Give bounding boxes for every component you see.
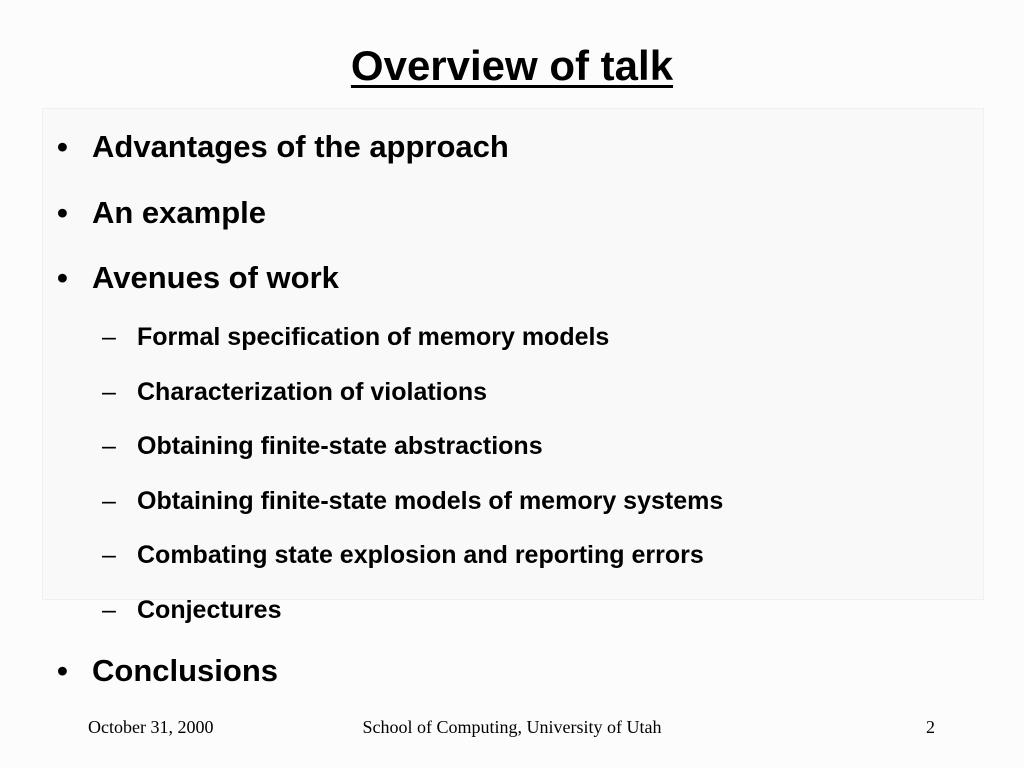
dash-marker: –: [102, 541, 116, 569]
dash-marker: –: [102, 487, 116, 515]
dash-marker: –: [102, 323, 116, 351]
bullet-marker: •: [57, 129, 68, 164]
sub-bullet-text: Obtaining finite-state models of memory systems: [137, 487, 724, 515]
dash-marker: –: [102, 378, 116, 406]
dash-marker: –: [102, 596, 116, 624]
footer-organization: School of Computing, University of Utah: [362, 717, 662, 737]
bullet-text: An example: [92, 195, 267, 230]
slide-title-text: Overview of talk: [350, 42, 674, 89]
bullet-marker: •: [57, 195, 68, 230]
bullet-marker: •: [57, 653, 68, 688]
dash-marker: –: [102, 432, 116, 460]
sub-bullet-text: Characterization of violations: [137, 378, 488, 406]
bullet-text: Advantages of the approach: [92, 129, 509, 164]
bullet-text: Avenues of work: [92, 260, 339, 295]
sub-bullet-text: Formal specification of memory models: [137, 323, 610, 351]
bullet-text: Conclusions: [92, 653, 279, 688]
content-area: [42, 108, 984, 600]
sub-bullet-text: Obtaining finite-state abstractions: [137, 432, 543, 460]
bullet-marker: •: [57, 260, 68, 295]
slide-title: [0, 38, 1024, 94]
sub-bullet-text: Combating state explosion and reporting errors: [137, 541, 704, 569]
footer-date: October 31, 2000: [88, 717, 214, 737]
sub-bullet-text: Conjectures: [137, 596, 282, 624]
footer-page-number: 2: [926, 717, 935, 737]
